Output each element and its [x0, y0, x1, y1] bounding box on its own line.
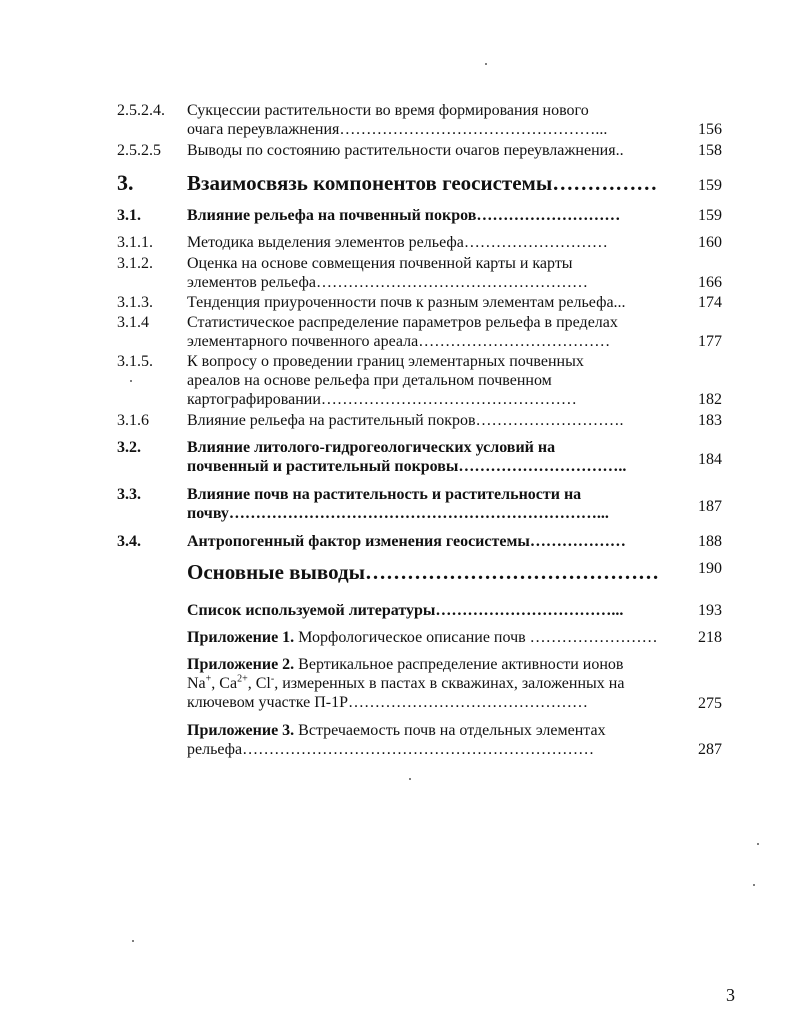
toc-page: 160	[698, 234, 722, 251]
toc-title	[187, 206, 677, 225]
toc-title-line: Методика выделения элементов рельефа………………………	[187, 234, 608, 251]
ion-charge: -	[270, 674, 275, 685]
toc-title-line: Влияние литолого-гидрогеологических условий на	[187, 439, 556, 456]
toc-title	[187, 101, 677, 139]
toc-title-line: элементарного почвенного ареала………………………………	[187, 333, 611, 350]
toc-page: 287	[698, 741, 722, 758]
toc-title	[187, 293, 677, 312]
toc-number: 3.3.	[117, 486, 141, 503]
toc-title-line: Тенденция приуроченности почв к разным элементам рельефа...	[187, 294, 626, 311]
toc-page: 193	[698, 602, 722, 619]
toc-page: 159	[698, 177, 722, 194]
toc-number: 3.1.3.	[117, 294, 153, 311]
toc-number: 3.	[117, 170, 134, 195]
toc-title	[187, 171, 677, 195]
scan-speck	[485, 63, 487, 65]
toc-title-line: Встречаемость почв на отдельных элементах	[294, 722, 606, 739]
scan-speck	[409, 778, 411, 780]
toc-title	[187, 233, 677, 252]
ion-ca: , Ca	[211, 675, 238, 692]
toc-page: 275	[698, 695, 722, 712]
toc-title-line: Статистическое распределение параметров рельефа в пределах	[187, 314, 618, 331]
toc-page: 188	[698, 533, 722, 550]
toc-number: 3.4.	[117, 533, 141, 550]
page-number: 3	[726, 985, 735, 1005]
toc-number: 2.5.2.4.	[117, 102, 165, 119]
toc-page: 187	[698, 498, 722, 515]
toc-title	[187, 721, 677, 759]
toc-title-line: Взаимосвязь компонентов геосистемы……………	[187, 171, 658, 195]
toc-title-line: очага переувлажнения…………………………………………...	[187, 121, 608, 138]
toc-title-line: Выводы по состоянию растительности очагов переувлажнения..	[187, 142, 624, 159]
toc-page: 218	[698, 629, 722, 646]
toc-title	[187, 655, 677, 712]
toc-page: 183	[698, 412, 722, 429]
toc-title	[187, 485, 677, 523]
toc-number: 3.1.5.	[117, 353, 153, 370]
appendix-label: Приложение 2.	[187, 656, 295, 673]
toc-title	[187, 313, 677, 351]
toc-page: 159	[698, 207, 722, 224]
toc-title	[187, 254, 677, 292]
toc-title-line: почвенный и растительный покровы…………………………..	[187, 458, 627, 475]
toc-page: 166	[698, 274, 722, 291]
ion-line	[187, 674, 677, 693]
toc-title-line: Оценка на основе совмещения почвенной карты и карты	[187, 255, 573, 272]
toc-number: 3.1.2.	[117, 255, 153, 272]
toc-title-line: элементов рельефа……………………………………………	[187, 274, 588, 291]
toc-title-line: Антропогенный фактор изменения геосистемы………………	[187, 533, 626, 550]
toc-title-line: Вертикальное распределение активности ионов	[294, 656, 624, 673]
toc-title-line: Влияние рельефа на растительный покров……………………….	[187, 412, 624, 429]
toc-title-line: почву……………………………………………………………...	[187, 505, 609, 522]
toc-title-line: Влияние почв на растительность и растительности на	[187, 486, 582, 503]
toc-title-line: измеренных в пастах в скважинах, заложенных на	[282, 675, 625, 692]
toc-page: 177	[698, 333, 722, 350]
toc-number: 3.1.1.	[117, 234, 153, 251]
toc-page: 190	[698, 560, 722, 577]
ion-charge: +	[205, 674, 212, 685]
toc-number: 3.1.6	[117, 412, 149, 429]
scan-speck	[753, 884, 755, 886]
toc-title-line: рельефа…………………………………………………………	[187, 741, 595, 758]
ion-na: Na	[187, 675, 206, 692]
toc-page: 156	[698, 121, 722, 138]
ion-separator: ,	[274, 675, 283, 692]
toc-number: 3.1.4	[117, 314, 149, 331]
appendix-label: Приложение 1.	[187, 629, 295, 646]
toc-title-line: Морфологическое описание почв ……………………	[294, 629, 658, 646]
toc-title	[187, 628, 677, 647]
toc-title-line: картографировании…………………………………………	[187, 391, 577, 408]
scan-speck	[130, 380, 132, 382]
toc-page: 158	[698, 142, 722, 159]
toc-title	[187, 560, 677, 584]
ion-cl: , Cl	[247, 675, 271, 692]
toc-page: 174	[698, 294, 722, 311]
toc-title	[187, 438, 677, 476]
toc-number: 3.2.	[117, 439, 141, 456]
toc-page: 182	[698, 391, 722, 408]
toc-title	[187, 141, 677, 160]
toc-title-line: Основные выводы……………………………………	[187, 560, 659, 584]
scan-speck	[757, 843, 759, 845]
toc-title	[187, 411, 677, 430]
toc-title	[187, 352, 677, 409]
toc-title-line: ключевом участке П-1Р………………………………………	[187, 694, 589, 711]
toc-page: 184	[698, 451, 722, 468]
toc-title	[187, 532, 677, 551]
toc-title-line: К вопросу о проведении границ элементарных почвенных	[187, 353, 584, 370]
appendix-label: Приложение 3.	[187, 722, 295, 739]
toc-title	[187, 601, 677, 620]
toc-title-line: ареалов на основе рельефа при детальном почвенном	[187, 372, 552, 389]
toc-number: 2.5.2.5	[117, 142, 161, 159]
toc-number: 3.1.	[117, 207, 141, 224]
ion-charge: 2+	[237, 674, 248, 685]
toc-title-line: Список используемой литературы……………………………...	[187, 602, 624, 619]
toc-title-line: Сукцессии растительности во время формирования нового	[187, 102, 589, 119]
scan-speck	[132, 940, 134, 942]
toc-title-line: Влияние рельефа на почвенный покров………………………	[187, 207, 621, 224]
